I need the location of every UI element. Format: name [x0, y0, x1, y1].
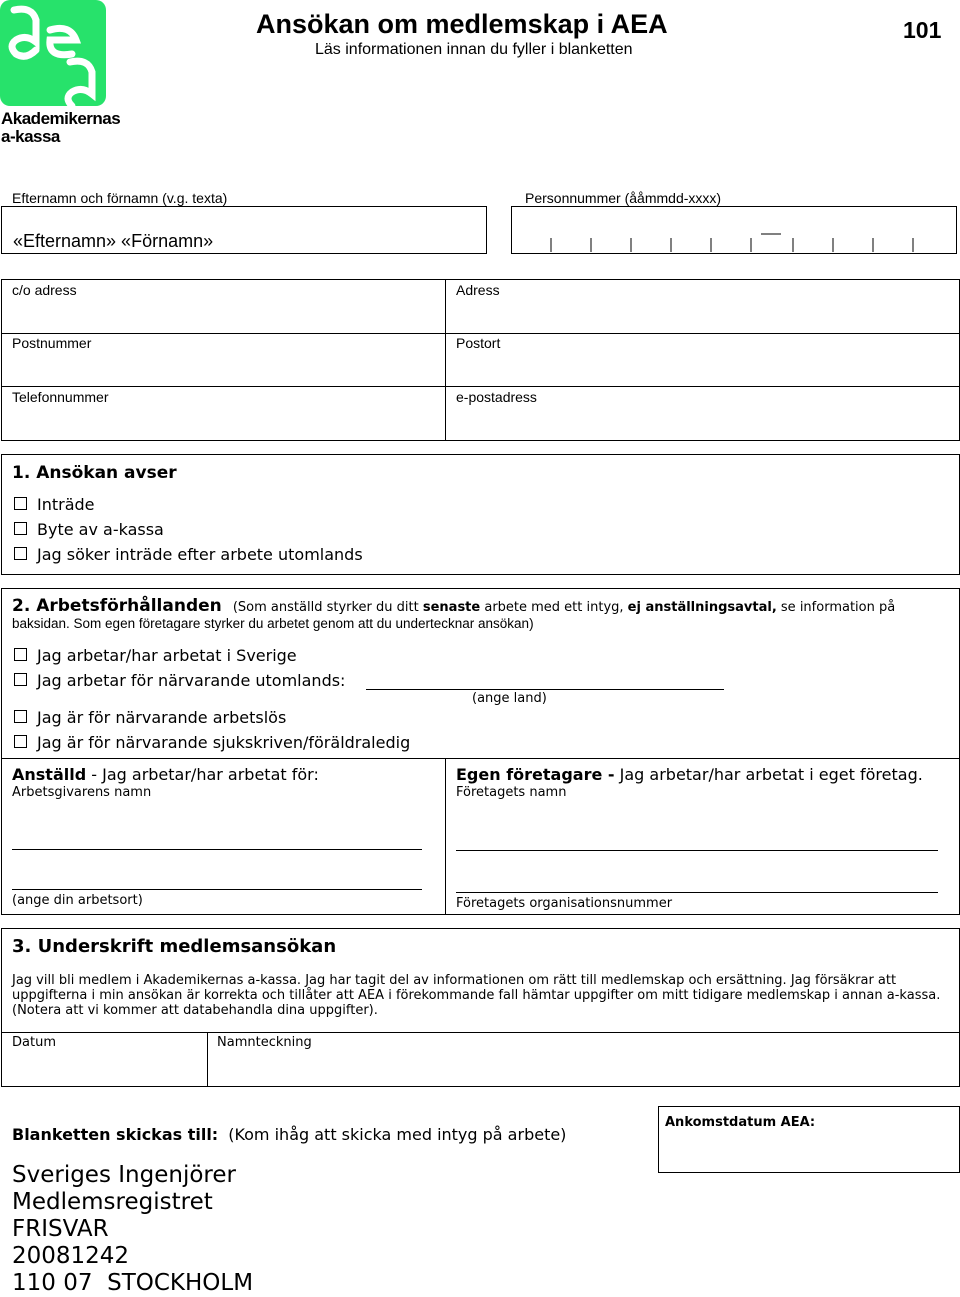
section-3-title: 3. Underskrift medlemsansökan: [12, 936, 337, 957]
checkbox[interactable]: [14, 710, 27, 723]
checkbox[interactable]: [14, 522, 27, 535]
send-to: [12, 1125, 566, 1144]
logo-line2: a-kassa: [1, 127, 60, 146]
send-note: (Kom ihåg att skicka med intyg på arbete): [228, 1125, 567, 1144]
postcode-label[interactable]: Postnummer: [12, 335, 92, 351]
option-unemployed[interactable]: Jag är för närvarande arbetslös: [14, 708, 286, 727]
name-label: Efternamn och förnamn (v.g. texta): [12, 190, 228, 206]
arrival-date-box: [658, 1106, 960, 1173]
checkbox[interactable]: [14, 673, 27, 686]
name-field[interactable]: [1, 206, 487, 254]
city-label[interactable]: Postort: [456, 335, 501, 351]
form-number: 101: [903, 17, 942, 43]
section-2-title: 2. Arbetsförhållanden: [12, 596, 222, 616]
consent-line-1: Jag vill bli medlem i Akademikernas a-kassa. Jag har tagit del av informationen om rätt till medlemskap och ersättning. Jag försäkrar att: [12, 973, 897, 988]
option-byte[interactable]: Byte av a-kassa: [14, 520, 164, 539]
option-sick[interactable]: Jag är för närvarande sjukskriven/föräldraledig: [14, 733, 410, 752]
employer-label: Arbetsgivarens namn: [12, 785, 152, 800]
arrival-label: Ankomstdatum AEA:: [665, 1115, 816, 1130]
address-line: Medlemsregistret: [12, 1189, 213, 1215]
consent-line-3: (Notera att vi kommer att databehandla dina uppgifter).: [12, 1003, 378, 1018]
signature-label[interactable]: Namnteckning: [217, 1035, 312, 1050]
company-label: Företagets namn: [456, 785, 567, 800]
checkbox[interactable]: [14, 547, 27, 560]
send-label: Blanketten skickas till:: [12, 1125, 219, 1144]
section-1-title: 1. Ansökan avser: [12, 463, 177, 483]
section-2-intro: 2. Arbetsförhållanden (Som anställd styrker du ditt senaste arbete med ett intyg, ej anställningsavtal, se information på: [12, 596, 896, 616]
self-employed-title: Egen företagare - Jag arbetar/har arbetat i eget företag.: [456, 765, 923, 784]
address-grid: [1, 279, 960, 441]
name-value: «Efternamn» «Förnamn»: [13, 231, 214, 251]
aea-logo-mark: [0, 0, 106, 106]
employer-input-line[interactable]: [12, 849, 422, 850]
mailing-address: [12, 1162, 253, 1297]
checkbox[interactable]: [14, 497, 27, 510]
date-label[interactable]: Datum: [12, 1035, 56, 1050]
logo: [0, 0, 121, 150]
checkbox[interactable]: [14, 735, 27, 748]
option-utomlands[interactable]: Jag söker inträde efter arbete utomlands: [14, 545, 363, 564]
page-title: Ansökan om medlemskap i AEA: [256, 9, 668, 39]
employed-title: Anställd - Jag arbetar/har arbetat för:: [12, 765, 319, 784]
country-input-line[interactable]: [366, 689, 724, 690]
option-abroad[interactable]: Jag arbetar för närvarande utomlands:: [14, 671, 345, 690]
address-line: 110 07 STOCKHOLM: [12, 1270, 254, 1296]
pnr-label: Personnummer (ååmmdd-xxxx): [525, 190, 722, 206]
pnr-digit-slots: [511, 206, 957, 254]
consent-line-2: uppgifterna i min ansökan är korrekta och tillåter att AEA i förekommande fall hämtar uppgifter om mitt tidigare medlemskap i annan a-kassa.: [12, 988, 941, 1003]
address-line: 20081242: [12, 1243, 130, 1269]
option-intrade[interactable]: Inträde: [14, 495, 95, 514]
co-address-label[interactable]: c/o adress: [12, 282, 77, 298]
orgnr-input-line[interactable]: [456, 892, 938, 893]
company-input-line[interactable]: [456, 850, 938, 851]
section-2-intro-line2: baksidan. Som egen företagare styrker du arbetet genom att du undertecknar ansökan): [12, 616, 534, 631]
orgnr-label: Företagets organisationsnummer: [456, 896, 673, 911]
pnr-field[interactable]: [511, 206, 957, 254]
checkbox[interactable]: [14, 648, 27, 661]
address-line: FRISVAR: [12, 1216, 109, 1242]
workplace-input-line[interactable]: [12, 889, 422, 890]
country-hint: (ange land): [472, 691, 547, 706]
workplace-label: (ange din arbetsort): [12, 893, 143, 908]
email-label[interactable]: e-postadress: [456, 389, 537, 405]
phone-label[interactable]: Telefonnummer: [12, 389, 109, 405]
address-line: Sveriges Ingenjörer: [12, 1162, 236, 1188]
page-subtitle: Läs informationen innan du fyller i blanketten: [315, 41, 633, 58]
address-label[interactable]: Adress: [456, 282, 500, 298]
logo-line1: Akademikernas: [1, 109, 121, 128]
option-sverige[interactable]: Jag arbetar/har arbetat i Sverige: [14, 646, 297, 665]
